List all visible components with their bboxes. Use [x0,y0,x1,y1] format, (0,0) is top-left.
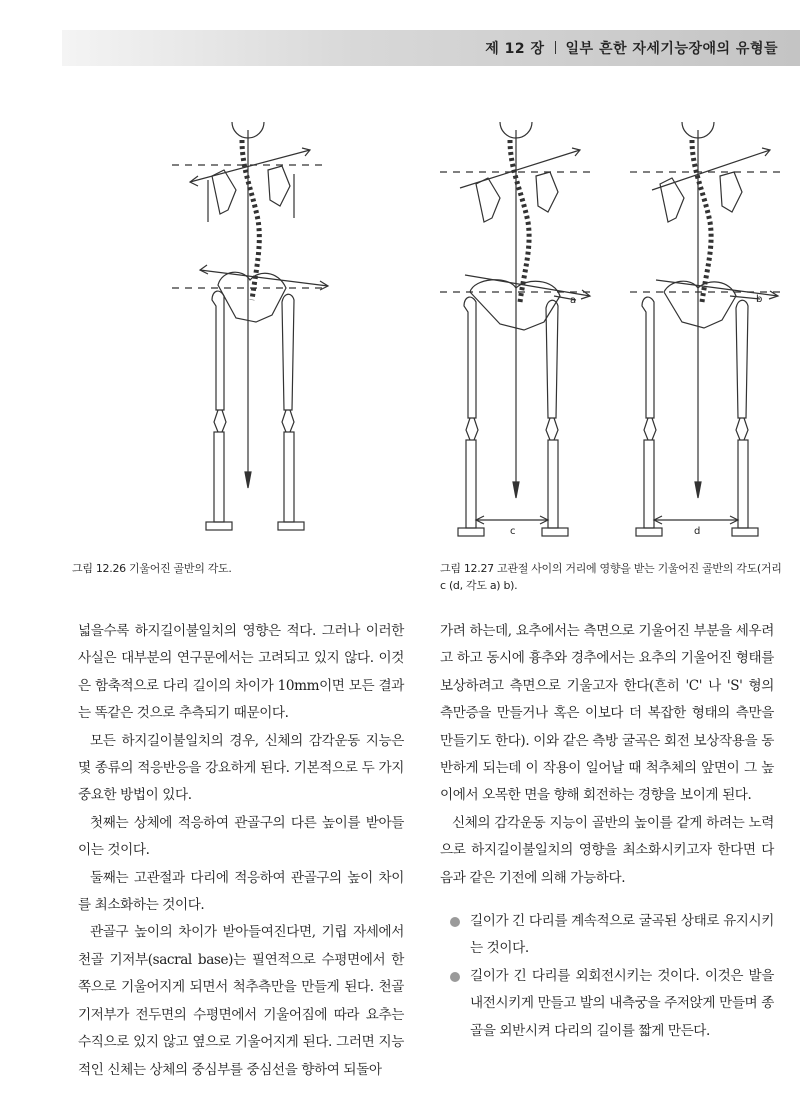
paragraph: 가려 하는데, 요추에서는 측면으로 기울어진 부분을 세우려고 하고 동시에 흉추와 경추에서는 요추의 기울어진 형태를 보상하려고 측면으로 기울고자 한다(흔히 'C' 나 'S' 형의 측만증을 만들거나 혹은 이보다 더 복잡한 형태의 측만을 만들기도 한다). 이와 같은 측방 굴곡은 회전 보상작용을 동반하게 되는데 이 작용이 일어날 때 척추체의 앞면이 그 높이에서 오목한 면을 향해 회전하는 경향을 보이게 된다. [440,623,774,804]
caption-figure-12-26 [72,560,392,577]
bullet-dot-icon [450,917,460,927]
chapter-number: 제 12 장 [485,41,545,57]
paragraph: 신체의 감각운동 지능이 골반의 높이를 같게 하려는 노력으로 하지길이불일치의 영향을 최소화시키고자 한다면 다음과 같은 기전에 의해 가능하다. [440,814,774,886]
paragraph: 둘째는 고관절과 다리에 적응하여 관골구의 높이 차이를 최소화하는 것이다. [78,869,404,914]
list-item-text: 길이가 긴 다리를 외회전시키는 것이다. 이것은 발을 내전시키게 만들고 발의 내측궁을 주저앉게 만들며 종골을 외반시켜 다리의 길이를 짧게 만든다. [470,967,774,1039]
list-item [440,963,774,1045]
figure-12-27 [430,110,790,550]
left-femur [212,291,224,410]
list-item [440,908,774,963]
running-header [62,30,800,66]
right-scapula [268,166,290,206]
angle-label-a: a [570,295,577,306]
distance-label-c: c [510,526,516,537]
paragraph: 첫째는 상체에 적응하여 관골구의 다른 높이를 받아들이는 것이다. [78,814,404,859]
paragraph: 모든 하지길이불일치의 경우, 신체의 감각운동 지능은 몇 종류의 적응반응을 강요하게 된다. 기본적으로 두 가지 중요한 방법이 있다. [78,732,404,804]
figure-12-27-right [630,122,782,537]
bullet-list [440,908,774,1045]
caption-12-26-text: 그림 12.26 기울어진 골반의 각도. [72,562,232,575]
figure-12-26 [160,110,340,550]
figure-12-27-left [440,122,595,537]
shoulder-tilt-arrow [190,150,310,182]
chapter-title: 일부 흔한 자세기능장애의 유형들 [565,41,778,57]
caption-12-27-line2: c (d, 각도 a) b). [440,579,518,592]
right-foot [278,522,304,530]
left-tibia [214,432,224,522]
left-scapula [212,170,236,214]
caption-12-27-line1: 그림 12.27 고관절 사이의 거리에 영향을 받는 기울어진 골반의 각도(거리 [440,562,782,575]
left-foot [206,522,232,530]
right-femur [282,294,294,410]
right-text-column [440,618,774,1045]
bullet-dot-icon [450,972,460,982]
plumb-bob [245,472,251,488]
running-header-text [485,38,778,58]
right-tibia [284,432,294,522]
angle-label-b: b [756,294,763,305]
distance-label-d: d [694,526,701,537]
caption-figure-12-27 [440,560,790,594]
paragraph: 관골구 높이의 차이가 받아들여진다면, 기립 자세에서 천골 기저부(sacral base)는 필연적으로 수평면에서 한쪽으로 기울어지게 되면서 척추측만을 만들게 된다. 천골 기저부가 전두면의 수평면에서 기울어짐에 따라 요추는 수직으로 있지 않고 옆으로 기울어지게 된다. 그러면 지능적인 신체는 상체의 중심부를 중심선을 향하여 되돌아 [78,924,404,1078]
list-item-text: 길이가 긴 다리를 계속적으로 굴곡된 상태로 유지시키는 것이다. [470,913,774,957]
pelvis-tilt-arrow [200,270,328,286]
header-separator [555,41,556,54]
paragraph: 넓을수록 하지길이불일치의 영향은 적다. 그러나 이러한 사실은 대부분의 연구문에서는 고려되고 있지 않다. 이것은 함축적으로 다리 길이의 차이가 10mm이면 모든 결과는 똑같은 것으로 추측되기 때문이다. [78,623,404,722]
left-text-column [78,618,404,1084]
